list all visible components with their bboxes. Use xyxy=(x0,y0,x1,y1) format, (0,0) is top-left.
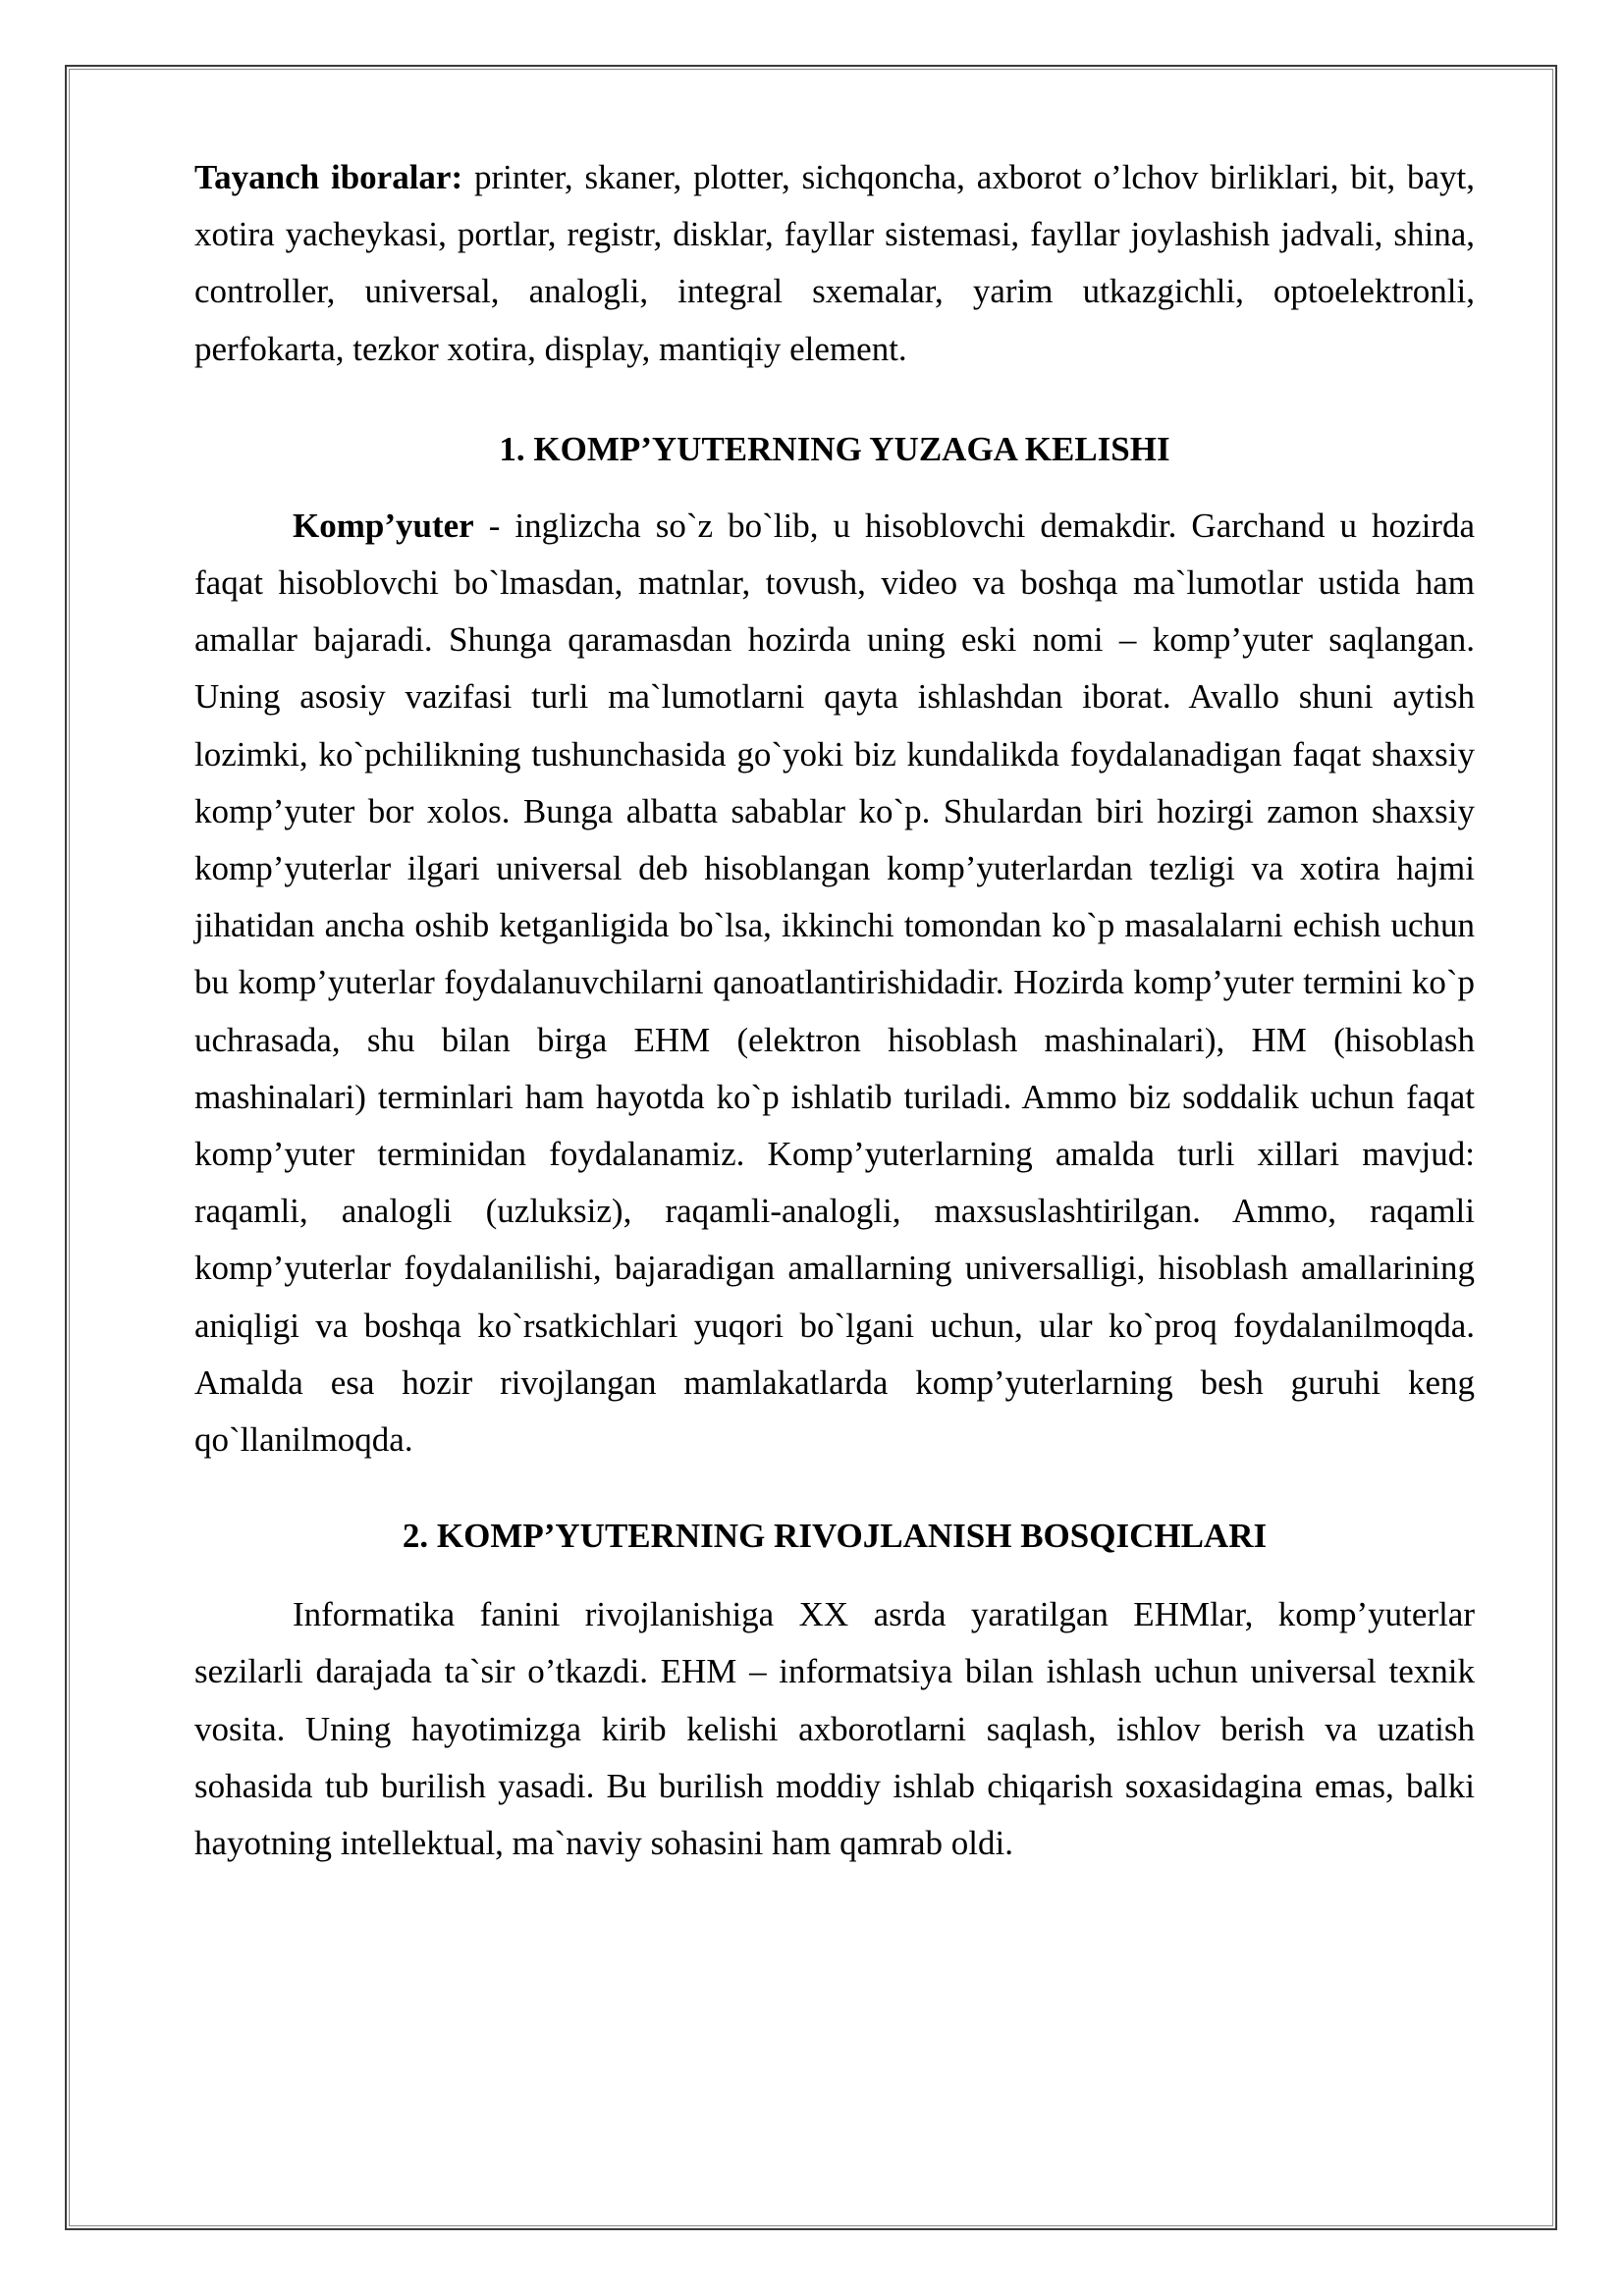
section-2-paragraph: Informatika fanini rivojlanishiga XX asrda yaratilgan EHMlar, komp’yuterlar sezilarli darajada ta`sir o’tkazdi. EHM – informatsiya bilan ishlash uchun universal texnik vosita. Uning hayotimizga kirib kelishi axborotlarni saqlash, ishlov berish va uzatish sohasida tub burilish yasadi. Bu burilish moddiy ishlab chiqarish soxasidagina emas, balki hayotning intellektual, ma`naviy sohasini ham qamrab oldi. xyxy=(194,1595,1475,1863)
section-2-heading: 2. KOMP’YUTERNING RIVOJLANISH BOSQICHLARI xyxy=(402,1517,1268,1556)
section-1-lead-term: Komp’yuter xyxy=(293,506,474,545)
section-1-paragraph xyxy=(194,498,1475,1468)
document-body xyxy=(194,149,1475,1872)
keywords-label: Tayanch iboralar: xyxy=(194,158,463,196)
section-1-body: - inglizcha so`z bo`lib, u hisoblovchi demakdir. Garchand u hozirda faqat hisoblovchi bo`lmasdan, matnlar, tovush, video va boshqa ma`lumotlar ustida ham amallar bajaradi. Shunga qaramasdan hozirda uning eski nomi – komp’yuter saqlangan. Uning asosiy vazifasi turli ma`lumotlarni qayta ishlashdan iborat. Avallo shuni aytish lozimki, ko`pchilikning tushunchasida go`yoki biz kundalikda foydalanadigan faqat shaxsiy komp’yuter bor xolos. Bunga albatta sabablar ko`p. Shulardan biri hozirgi zamon shaxsiy komp’yuterlar ilgari universal deb hisoblangan komp’yuterlardan tezligi va xotira hajmi jihatidan ancha oshib ketganligida bo`lsa, ikkinchi tomondan ko`p masalalarni echish uchun bu komp’yuterlar foydalanuvchilarni qanoatlantirishidadir. Hozirda komp’yuter termini ko`p uchrasada, shu bilan birga EHM (elektron hisoblash mashinalari), HM (hisoblash mashinalari) terminlari ham hayotda ko`p ishlatib turiladi. Ammo biz soddalik uchun faqat komp’yuter terminidan foydalanamiz. Komp’yuterlarning amalda turli xillari mavjud: raqamli, analogli (uzluksiz), raqamli-analogli, maxsuslashtirilgan. Ammo, raqamli komp’yuterlar foydalanilishi, bajaradigan amallarning universalligi, hisoblash amallarining aniqligi va boshqa ko`rsatkichlari yuqori bo`lgani uchun, ular ko`proq foydalanilmoqda. Amalda esa hozir rivojlangan mamlakatlarda komp’yuterlarning besh guruhi keng qo`llanilmoqda. xyxy=(194,506,1475,1460)
keywords-text: printer, skaner, plotter, sichqoncha, axborot o’lchov birliklari, bit, bayt, xotira yacheykasi, portlar, registr, disklar, fayllar sistemasi, fayllar joylashish jadvali, shina, controller, universal, analogli, integral sxemalar, yarim utkazgichli, optoelektronli, perfokarta, tezkor xotira, display, mantiqiy element. xyxy=(194,158,1475,368)
keywords-paragraph xyxy=(194,149,1475,378)
section-1-heading: 1. KOMP’YUTERNING YUZAGA KELISHI xyxy=(499,429,1170,468)
